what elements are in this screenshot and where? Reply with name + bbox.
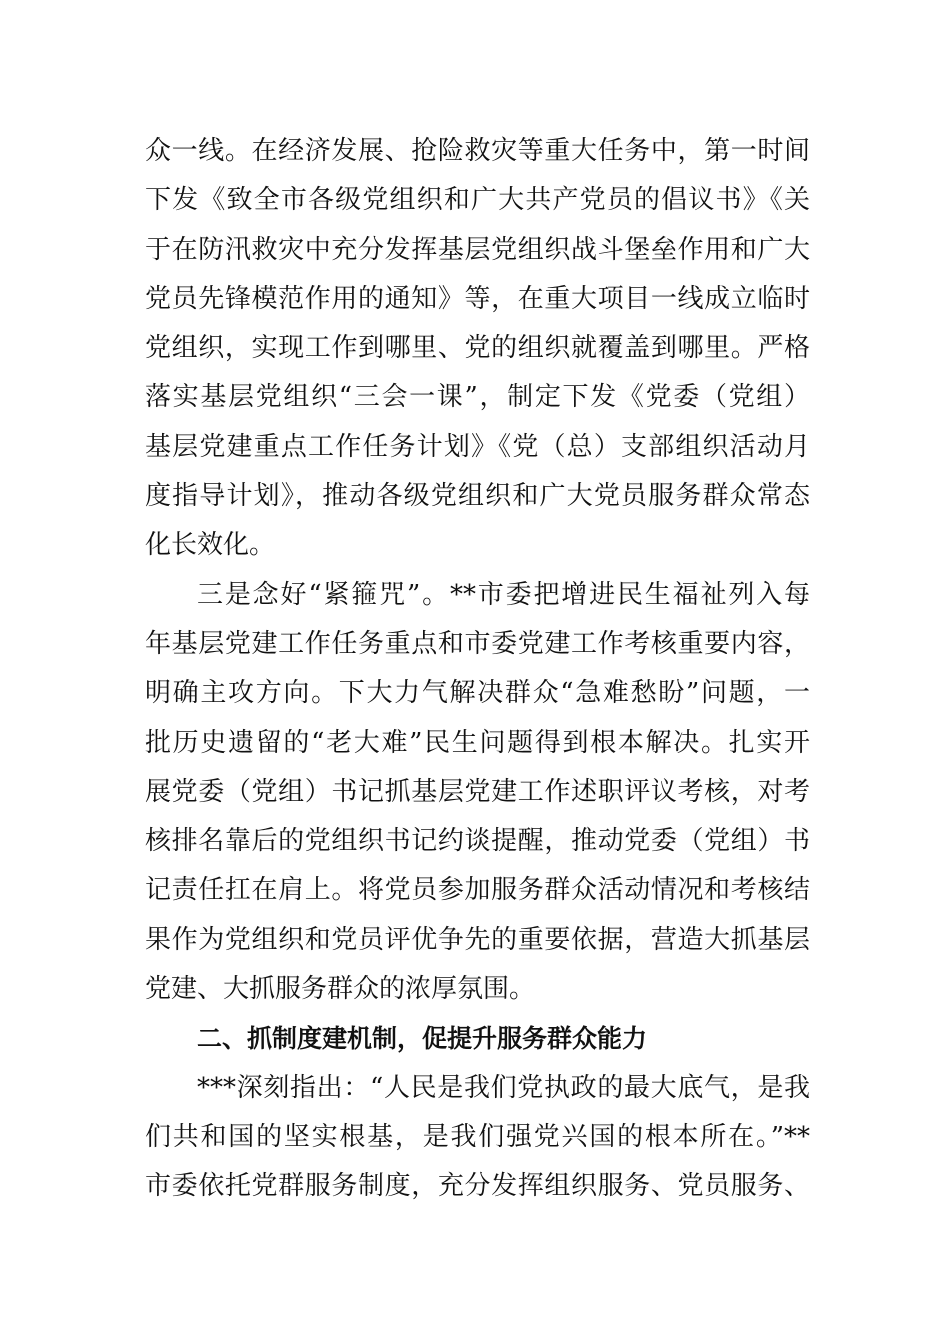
text-line: 党员先锋模范作用的通知》等，在重大项目一线成立临时: [145, 283, 810, 314]
text-line: 于在防汛救灾中充分发挥基层党组织战斗堡垒作用和广大: [145, 234, 810, 265]
body-text: [145, 127, 810, 1212]
text-line: 果作为党组织和党员评优争先的重要依据，营造大抓基层: [145, 924, 810, 955]
text-line: 度指导计划》，推动各级党组织和广大党员服务群众常态: [145, 481, 810, 512]
text-line: 化长效化。: [145, 530, 276, 561]
section-heading: 二、抓制度建机制，促提升服务群众能力: [197, 1024, 648, 1054]
paragraph-first-line: ***深刻指出：“人民是我们党执政的最大底气，是我: [197, 1072, 810, 1103]
text-line: 党组织，实现工作到哪里、党的组织就覆盖到哪里。严格: [145, 333, 810, 364]
text-line: 批历史遗留的“老大难”民生问题得到根本解决。扎实开: [145, 727, 810, 758]
text-line: 市委依托党群服务制度，充分发挥组织服务、党员服务、: [145, 1171, 810, 1202]
text-line: 年基层党建工作任务重点和市委党建工作考核重要内容，: [145, 628, 810, 659]
text-line: 落实基层党组织“三会一课”，制定下发《党委（党组）: [145, 382, 810, 413]
text-line: 下发《致全市各级党组织和广大共产党员的倡议书》《关: [145, 185, 810, 216]
text-line: 们共和国的坚实根基，是我们强党兴国的根本所在。”**: [145, 1121, 810, 1152]
text-line: 展党委（党组）书记抓基层党建工作述职评议考核，对考: [145, 776, 810, 807]
paragraph-first-line: 三是念好“紧箍咒”。**市委把增进民生福祉列入每: [197, 579, 810, 610]
text-line: 基层党建重点工作任务计划》《党（总）支部组织活动月: [145, 431, 810, 462]
text-line: 核排名靠后的党组织书记约谈提醒，推动党委（党组）书: [145, 826, 810, 857]
text-line: 众一线。在经济发展、抢险救灾等重大任务中，第一时间: [145, 136, 810, 166]
text-line: 明确主攻方向。下大力气解决群众“急难愁盼”问题，一: [145, 678, 810, 709]
text-line: 党建、大抓服务群众的浓厚氛围。: [145, 974, 536, 1005]
text-line: 记责任扛在肩上。将党员参加服务群众活动情况和考核结: [145, 875, 810, 906]
